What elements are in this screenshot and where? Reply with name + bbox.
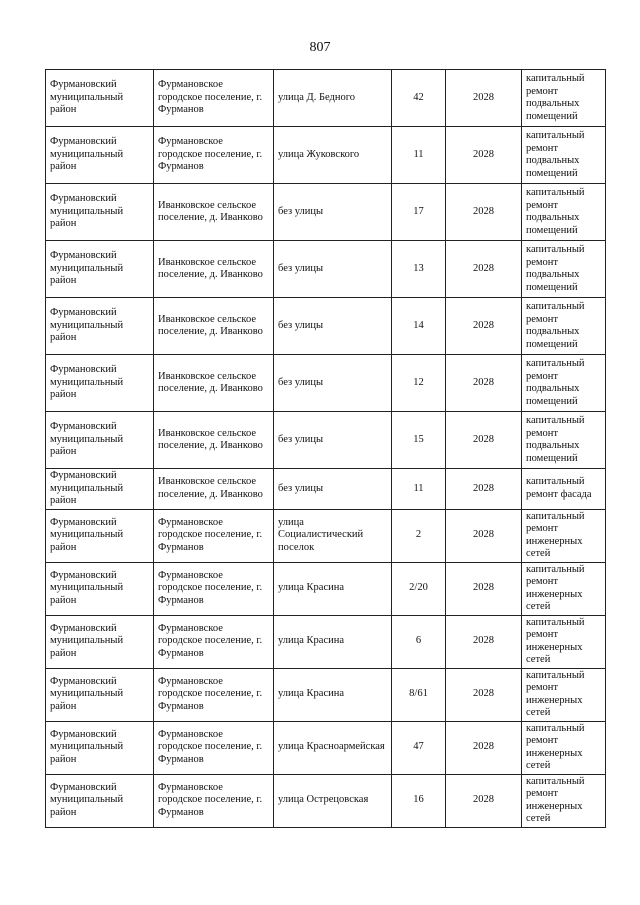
district-cell: Фурмановский муниципальный район: [46, 70, 154, 127]
settlement-cell: Фурмановское городское поселение, г. Фурманов: [154, 127, 274, 184]
district-cell: Фурмановский муниципальный район: [46, 615, 154, 668]
settlement-cell: Иванковское сельское поселение, д. Иванково: [154, 298, 274, 355]
street-cell: улица Д. Бедного: [274, 70, 392, 127]
year-cell: 2028: [446, 509, 522, 562]
street-cell: улица Красина: [274, 615, 392, 668]
settlement-cell: Иванковское сельское поселение, д. Иванково: [154, 469, 274, 510]
house-number-cell: 6: [392, 615, 446, 668]
repair-schedule-table: [45, 69, 606, 828]
table-row: [46, 127, 606, 184]
table-row: [46, 562, 606, 615]
work-type-cell: капитальный ремонт подвальных помещений: [522, 184, 606, 241]
house-number-cell: 14: [392, 298, 446, 355]
table-row: [46, 412, 606, 469]
year-cell: 2028: [446, 355, 522, 412]
street-cell: улица Социалистический поселок: [274, 509, 392, 562]
settlement-cell: Фурмановское городское поселение, г. Фурманов: [154, 615, 274, 668]
table-row: [46, 668, 606, 721]
street-cell: без улицы: [274, 355, 392, 412]
settlement-cell: Иванковское сельское поселение, д. Иванково: [154, 355, 274, 412]
house-number-cell: 17: [392, 184, 446, 241]
year-cell: 2028: [446, 184, 522, 241]
district-cell: Фурмановский муниципальный район: [46, 184, 154, 241]
table-row: [46, 70, 606, 127]
work-type-cell: капитальный ремонт подвальных помещений: [522, 355, 606, 412]
year-cell: 2028: [446, 298, 522, 355]
table-row: [46, 355, 606, 412]
street-cell: без улицы: [274, 412, 392, 469]
work-type-cell: капитальный ремонт подвальных помещений: [522, 298, 606, 355]
district-cell: Фурмановский муниципальный район: [46, 469, 154, 510]
house-number-cell: 13: [392, 241, 446, 298]
district-cell: Фурмановский муниципальный район: [46, 668, 154, 721]
street-cell: улица Острецовская: [274, 774, 392, 827]
street-cell: без улицы: [274, 298, 392, 355]
work-type-cell: капитальный ремонт инженерных сетей: [522, 668, 606, 721]
house-number-cell: 11: [392, 127, 446, 184]
work-type-cell: капитальный ремонт фасада: [522, 469, 606, 510]
house-number-cell: 47: [392, 721, 446, 774]
year-cell: 2028: [446, 469, 522, 510]
house-number-cell: 11: [392, 469, 446, 510]
table-row: [46, 721, 606, 774]
settlement-cell: Фурмановское городское поселение, г. Фурманов: [154, 721, 274, 774]
year-cell: 2028: [446, 412, 522, 469]
year-cell: 2028: [446, 615, 522, 668]
work-type-cell: капитальный ремонт подвальных помещений: [522, 241, 606, 298]
district-cell: Фурмановский муниципальный район: [46, 127, 154, 184]
work-type-cell: капитальный ремонт инженерных сетей: [522, 721, 606, 774]
district-cell: Фурмановский муниципальный район: [46, 355, 154, 412]
street-cell: улица Красина: [274, 562, 392, 615]
year-cell: 2028: [446, 668, 522, 721]
year-cell: 2028: [446, 70, 522, 127]
table-row: [46, 184, 606, 241]
work-type-cell: капитальный ремонт подвальных помещений: [522, 412, 606, 469]
table-row: [46, 469, 606, 510]
table-body: [46, 70, 606, 828]
work-type-cell: капитальный ремонт подвальных помещений: [522, 127, 606, 184]
settlement-cell: Иванковское сельское поселение, д. Иванково: [154, 184, 274, 241]
house-number-cell: 16: [392, 774, 446, 827]
settlement-cell: Иванковское сельское поселение, д. Иванково: [154, 412, 274, 469]
year-cell: 2028: [446, 127, 522, 184]
district-cell: Фурмановский муниципальный район: [46, 241, 154, 298]
year-cell: 2028: [446, 721, 522, 774]
year-cell: 2028: [446, 562, 522, 615]
table-row: [46, 615, 606, 668]
street-cell: улица Красноармейская: [274, 721, 392, 774]
street-cell: без улицы: [274, 241, 392, 298]
work-type-cell: капитальный ремонт инженерных сетей: [522, 774, 606, 827]
settlement-cell: Фурмановское городское поселение, г. Фурманов: [154, 774, 274, 827]
district-cell: Фурмановский муниципальный район: [46, 562, 154, 615]
street-cell: без улицы: [274, 469, 392, 510]
settlement-cell: Фурмановское городское поселение, г. Фурманов: [154, 70, 274, 127]
work-type-cell: капитальный ремонт инженерных сетей: [522, 615, 606, 668]
house-number-cell: 2/20: [392, 562, 446, 615]
work-type-cell: капитальный ремонт подвальных помещений: [522, 70, 606, 127]
table-row: [46, 241, 606, 298]
year-cell: 2028: [446, 241, 522, 298]
year-cell: 2028: [446, 774, 522, 827]
table-row: [46, 298, 606, 355]
house-number-cell: 12: [392, 355, 446, 412]
house-number-cell: 42: [392, 70, 446, 127]
settlement-cell: Иванковское сельское поселение, д. Иванково: [154, 241, 274, 298]
district-cell: Фурмановский муниципальный район: [46, 509, 154, 562]
table-row: [46, 509, 606, 562]
house-number-cell: 2: [392, 509, 446, 562]
district-cell: Фурмановский муниципальный район: [46, 774, 154, 827]
district-cell: Фурмановский муниципальный район: [46, 412, 154, 469]
street-cell: улица Жуковского: [274, 127, 392, 184]
district-cell: Фурмановский муниципальный район: [46, 298, 154, 355]
street-cell: без улицы: [274, 184, 392, 241]
street-cell: улица Красина: [274, 668, 392, 721]
district-cell: Фурмановский муниципальный район: [46, 721, 154, 774]
table-row: [46, 774, 606, 827]
house-number-cell: 15: [392, 412, 446, 469]
page-number: 807: [309, 40, 331, 55]
work-type-cell: капитальный ремонт инженерных сетей: [522, 562, 606, 615]
house-number-cell: 8/61: [392, 668, 446, 721]
settlement-cell: Фурмановское городское поселение, г. Фурманов: [154, 668, 274, 721]
work-type-cell: капитальный ремонт инженерных сетей: [522, 509, 606, 562]
settlement-cell: Фурмановское городское поселение, г. Фурманов: [154, 509, 274, 562]
settlement-cell: Фурмановское городское поселение, г. Фурманов: [154, 562, 274, 615]
